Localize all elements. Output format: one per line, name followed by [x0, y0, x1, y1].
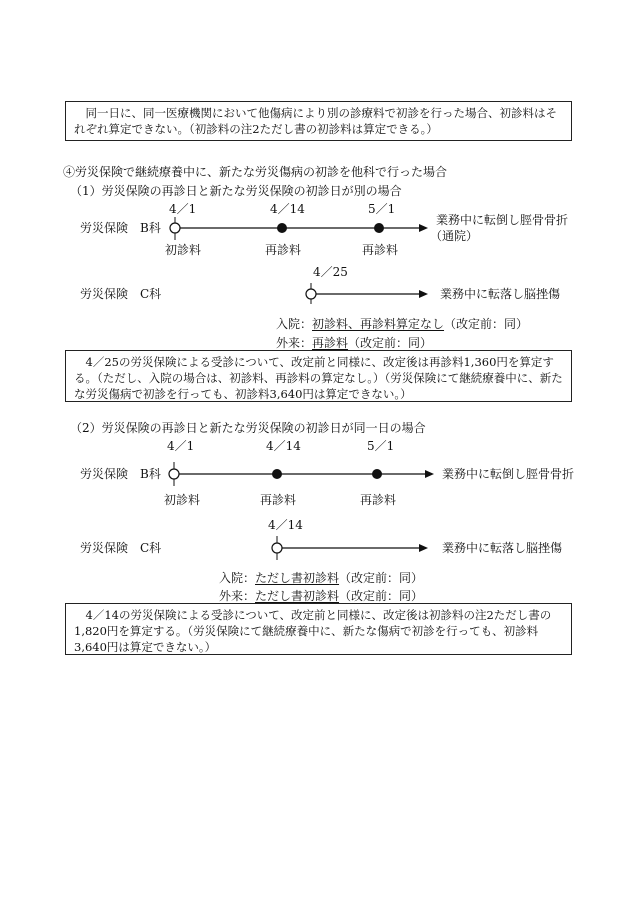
case1-inpatient-suffix: （改定前：同） [444, 317, 529, 331]
case2-b-date-2: 4／14 [266, 439, 301, 453]
case1-b-point-label-1: 初診料 [165, 243, 202, 257]
case2-outpatient-suffix: （改定前：同） [339, 589, 424, 603]
case2-b-arrowhead [425, 470, 434, 478]
case1-b-date-1: 4／1 [169, 202, 197, 216]
section-heading: ④労災保険で継続療養中に、新たな労災傷病の初診を他科で行った場合 [63, 165, 448, 179]
case2-inpatient-value: ただし書初診料 [255, 571, 340, 585]
case1-title: （1）労災保険の再診日と新たな労災保険の初診日が別の場合 [70, 184, 402, 198]
case1-outpatient-value: 再診料 [312, 336, 349, 350]
case1-outpatient-suffix: （改定前：同） [348, 336, 433, 350]
case2-c-point-initial [272, 543, 282, 553]
case2-c-end-label: 業務中に転落し脳挫傷 [442, 541, 563, 555]
case1-inpatient-prefix: 入院： [276, 317, 313, 331]
case1-b-date-2: 4／14 [270, 202, 305, 216]
case1-note-text: 4／25の労災保険による受診について、改定前と同様に、改定後は再診料1,360円を算定する。（ただし、入院の場合は、初診料、再診料の算定なし。）（労災保険にて継続療養中に、新たな労災傷病で初診を行っても、初診料3,640円は算定できない。） [74, 355, 563, 401]
case2-b-point-label-1: 初診料 [164, 493, 201, 507]
case2-b-point-label-3: 再診料 [360, 493, 397, 507]
case2-title: （2）労災保険の再診日と新たな労災保険の初診日が同一日の場合 [70, 421, 426, 435]
case1-c-end-label: 業務中に転落し脳挫傷 [440, 287, 561, 301]
case2-note-text: 4／14の労災保険による受診について、改定前と同様に、改定後は初診料の注2ただし書の1,820円を算定する。（労災保険にて継続療養中に、新たな傷病で初診を行っても、初診料3,640円は算定できない。） [74, 608, 552, 654]
case2-b-point-revisit-2 [372, 469, 382, 479]
case2-b-point-initial [169, 469, 179, 479]
case2-c-arrowhead [419, 544, 428, 552]
case1-c-date: 4／25 [313, 265, 348, 279]
case2-c-row-label: 労災保険 C科 [80, 541, 162, 555]
case2-b-row-label: 労災保険 B科 [80, 467, 161, 481]
case2-outpatient-line [219, 590, 423, 602]
case2-outpatient-prefix: 外来： [219, 589, 256, 603]
case2-b-date-3: 5／1 [367, 439, 395, 453]
case1-b-end-label: 業務中に転倒し脛骨骨折 [436, 213, 569, 227]
case2-note-box [65, 603, 572, 655]
case1-b-date-3: 5／1 [368, 202, 396, 216]
case2-b-point-label-2: 再診料 [260, 493, 297, 507]
case2-c-date: 4／14 [268, 518, 303, 532]
case2-outpatient-value: ただし書初診料 [255, 589, 340, 603]
case1-b-point-label-3: 再診料 [362, 243, 399, 257]
case1-c-row-label: 労災保険 C科 [80, 287, 162, 301]
case2-inpatient-line [219, 572, 423, 584]
case1-b-point-label-2: 再診料 [265, 243, 302, 257]
case2-inpatient-suffix: （改定前：同） [339, 571, 424, 585]
case2-b-date-1: 4／1 [167, 439, 195, 453]
case1-b-end-sub: （通院） [430, 229, 479, 243]
case2-b-point-revisit-1 [272, 469, 282, 479]
top-note-text: 同一日に、同一医療機関において他傷病により別の診療料で初診を行った場合、初診料はそれぞれ算定できない。（初診料の注2ただし書の初診料は算定できる。） [74, 106, 557, 136]
case1-inpatient-value: 初診料、再診料算定なし [312, 317, 445, 331]
case1-outpatient-prefix: 外来： [276, 336, 313, 350]
case2-inpatient-prefix: 入院： [219, 571, 256, 585]
case1-b-row-label: 労災保険 B科 [80, 221, 161, 235]
case2-b-end-label: 業務中に転倒し脛骨骨折 [442, 467, 575, 481]
